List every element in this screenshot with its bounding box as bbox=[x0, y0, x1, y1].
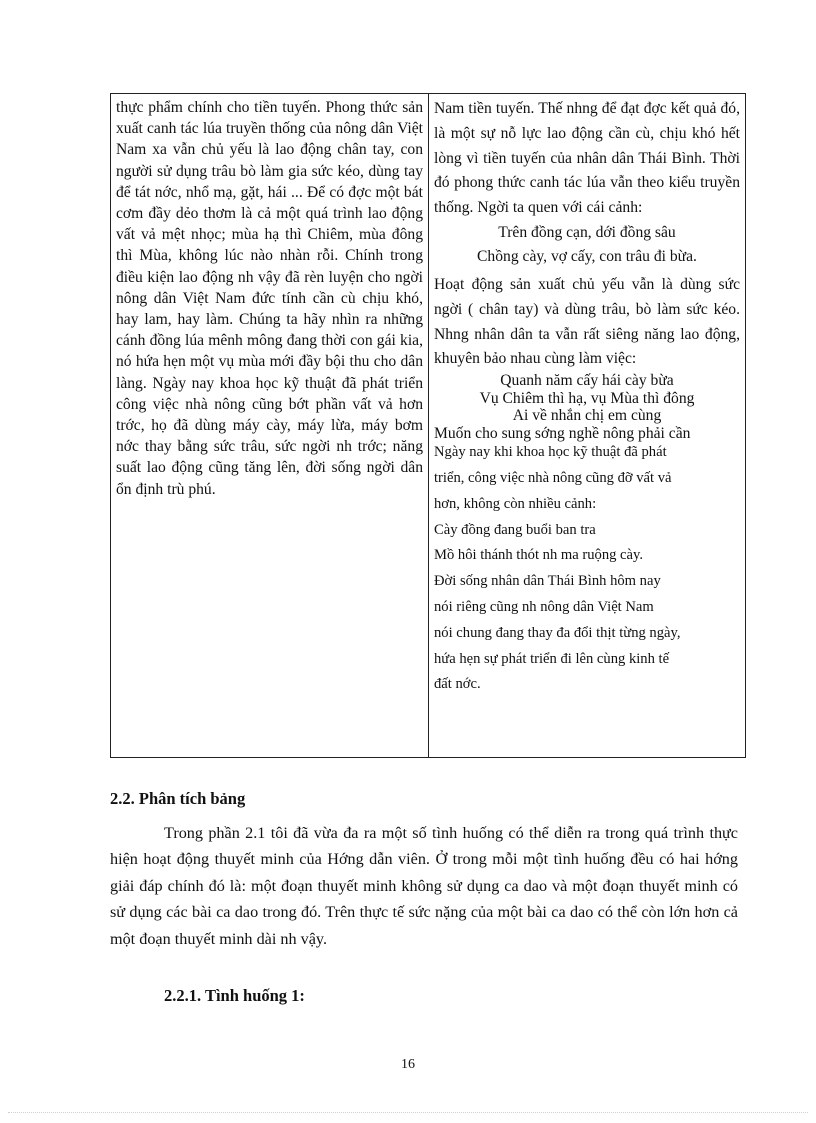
right-line: đất nớc. bbox=[434, 676, 481, 693]
section-title: 2.2. Phân tích bảng bbox=[110, 789, 246, 808]
left-column-cell bbox=[111, 94, 429, 758]
poem-line: Chồng cày, vợ cấy, con trâu đi bừa. bbox=[477, 247, 697, 265]
body-paragraph: Trong phần 2.1 tôi đã vừa đa ra một số tình huống có thể diễn ra trong quá trình thực hiện hoạt động thuyết minh của Hớng dẫn viên. Ở trong mỗi một tình huống đều có hai hớng giải đáp chính đó là: một đoạn thuyết minh không sử dụng ca dao và một đoạn thuyết minh có sử dụng các bài ca dao trong đó. Trên thực tế sức nặng của một bài ca dao có thể còn lớn hơn cả một đoạn thuyết minh dài nh vậy. bbox=[110, 824, 738, 948]
verse-line: Vụ Chiêm thì hạ, vụ Mùa thì đông bbox=[479, 389, 695, 407]
page-number: 16 bbox=[401, 1057, 415, 1072]
right-line: nói chung đang thay đa đổi thịt từng ngày, bbox=[434, 624, 681, 641]
verse-line: Ai về nhắn chị em cùng bbox=[512, 407, 662, 425]
right-line: Cày đồng đang buổi ban tra bbox=[434, 521, 596, 538]
subsection-title: 2.2.1. Tình huống 1: bbox=[164, 986, 305, 1005]
right-line: Ngày nay khi khoa học kỹ thuật đã phát bbox=[434, 444, 667, 461]
right-line: hơn, không còn nhiều cảnh: bbox=[434, 495, 597, 512]
right-paragraph-2: Hoạt động sản xuất chủ yếu vẫn là dùng sức ngời ( chân tay) và dùng trâu, bò làm sức kéo. Nhng nhân dân ta vẫn rất siêng năng lao động, khuyên bảo nhau cùng làm việc: bbox=[434, 275, 740, 368]
right-paragraph-1: Nam tiền tuyến. Thế nhng để đạt đợc kết quả đó, là một sự nỗ lực lao động cần cù, chịu khó hết lòng vì tiền tuyến của nhân dân Thái Bình. Thời đó phong thức canh tác lúa vẫn theo kiểu truyền thống. Ngời ta quen với cái cảnh: bbox=[434, 100, 740, 217]
right-line: triển, công việc nhà nông cũng đỡ vất vả bbox=[434, 469, 672, 486]
right-column-cell bbox=[429, 94, 746, 758]
footer-divider bbox=[8, 1112, 808, 1113]
right-line: Đời sống nhân dân Thái Bình hôm nay bbox=[434, 573, 661, 590]
right-line: nói riêng cũng nh nông dân Việt Nam bbox=[434, 598, 654, 615]
verse-line: Muốn cho sung sớng nghề nông phải cần bbox=[434, 424, 691, 442]
poem-line: Trên đồng cạn, dới đồng sâu bbox=[498, 223, 676, 241]
verse-line: Quanh năm cấy hái cày bừa bbox=[500, 372, 674, 390]
table-row bbox=[111, 94, 746, 758]
right-line: hứa hẹn sự phát triển đi lên cùng kinh tế bbox=[434, 650, 670, 667]
right-line: Mồ hôi thánh thót nh ma ruộng cày. bbox=[434, 547, 644, 564]
left-column-text: thực phẩm chính cho tiền tuyến. Phong thức sản xuất canh tác lúa truyền thống của nông dân Việt Nam xa vẫn chủ yếu là lao động chân tay, con người sử dụng trâu bò làm gia sức kéo, dùng tay để tát nớc, nhổ mạ, gặt, hái ... Để có đợc một bát cơm đầy dẻo thơm là cả một quá trình lao động vất vả mệt nhọc; mùa hạ thì Chiêm, mùa đông thì Mùa, không lúc nào nhàn rỗi. Chính trong điều kiện lao động nh vậy đã rèn luyện cho ngời nông dân Việt Nam đức tính cần cù chịu khó, hay lam, hay làm. Chúng ta hãy nhìn ra những cánh đồng lúa mênh mông đang thời con gái kia, nó hứa hẹn một vụ mùa mới đầy bội thu cho dân làng. Ngày nay khoa học kỹ thuật đã phát triển công việc nhà nông cũng bớt phần vất vả hơn trớc, họ đã dùng máy cày, máy lừa, máy bơm nớc thay bằng sức trâu, sức ngời nh trớc; năng suất lao động cũng tăng lên, đời sống ngời dân ổn định trù phú. bbox=[116, 99, 423, 498]
comparison-table bbox=[110, 93, 746, 758]
